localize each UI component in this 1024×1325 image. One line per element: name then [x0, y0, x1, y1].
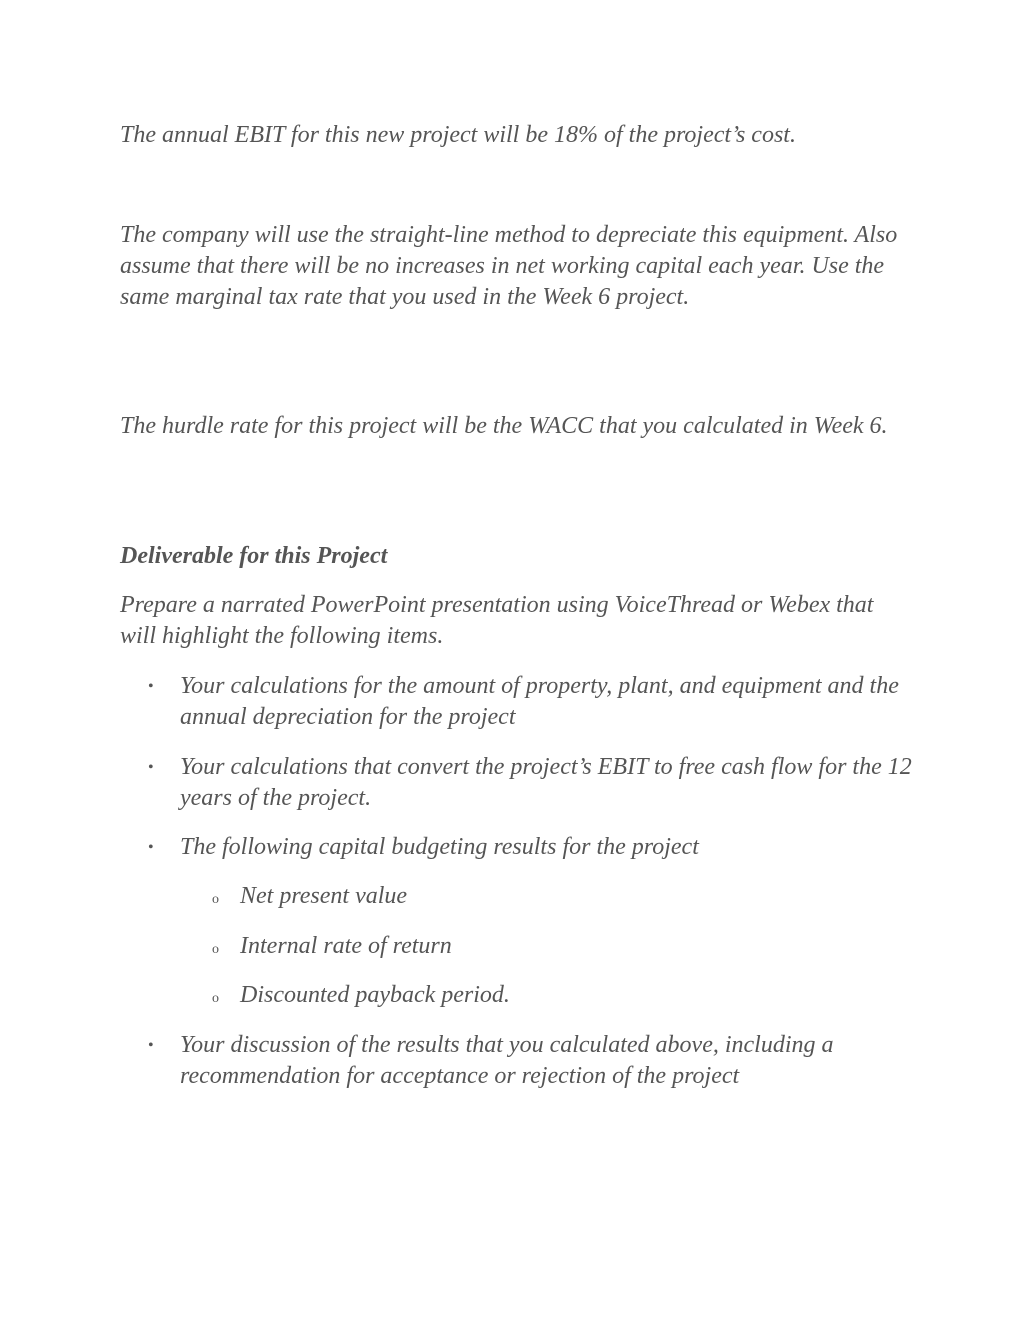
list-item-text: The following capital budgeting results for the project — [180, 834, 699, 860]
list-item-text: Your calculations for the amount of property, plant, and equipment and the annual depreciation for the project — [180, 673, 899, 730]
bullet-icon: • — [148, 1037, 154, 1054]
list-item — [148, 1030, 920, 1092]
list-item-text: Your discussion of the results that you calculated above, including a recommendation for acceptance or rejection of the project — [180, 1032, 834, 1089]
bullet-icon: • — [148, 759, 154, 776]
circle-bullet-icon: o — [212, 991, 219, 1006]
hurdle-rate-paragraph: The hurdle rate for this project will be the WACC that you calculated in Week 6. — [120, 413, 888, 439]
sub-list-item — [212, 980, 900, 1011]
ebit-paragraph: The annual EBIT for this new project will be 18% of the project’s cost. — [120, 122, 796, 148]
list-item-text: Your calculations that convert the project’s EBIT to free cash flow for the 12 years of the project. — [180, 754, 912, 811]
list-item — [148, 832, 920, 863]
deliverable-heading: Deliverable for this Project — [120, 543, 388, 569]
sub-list-item — [212, 931, 900, 962]
sub-list-item-text: Discounted payback period. — [240, 982, 510, 1008]
circle-bullet-icon: o — [212, 942, 219, 957]
sub-list-item — [212, 881, 900, 912]
depreciation-paragraph: The company will use the straight-line method to depreciate this equipment. Also assume that there will be no increases in net working capital each year. Use the same marginal tax rate that you used in the Week 6 project. — [120, 222, 898, 310]
deliverable-intro: Prepare a narrated PowerPoint presentation using VoiceThread or Webex that will highlight the following items. — [120, 592, 874, 649]
sub-list-item-text: Net present value — [240, 883, 408, 909]
list-item — [148, 671, 920, 733]
sub-list-item-text: Internal rate of return — [240, 933, 452, 959]
bullet-icon: • — [148, 839, 154, 856]
circle-bullet-icon: o — [212, 892, 219, 907]
list-item — [148, 752, 920, 814]
bullet-icon: • — [148, 678, 154, 695]
